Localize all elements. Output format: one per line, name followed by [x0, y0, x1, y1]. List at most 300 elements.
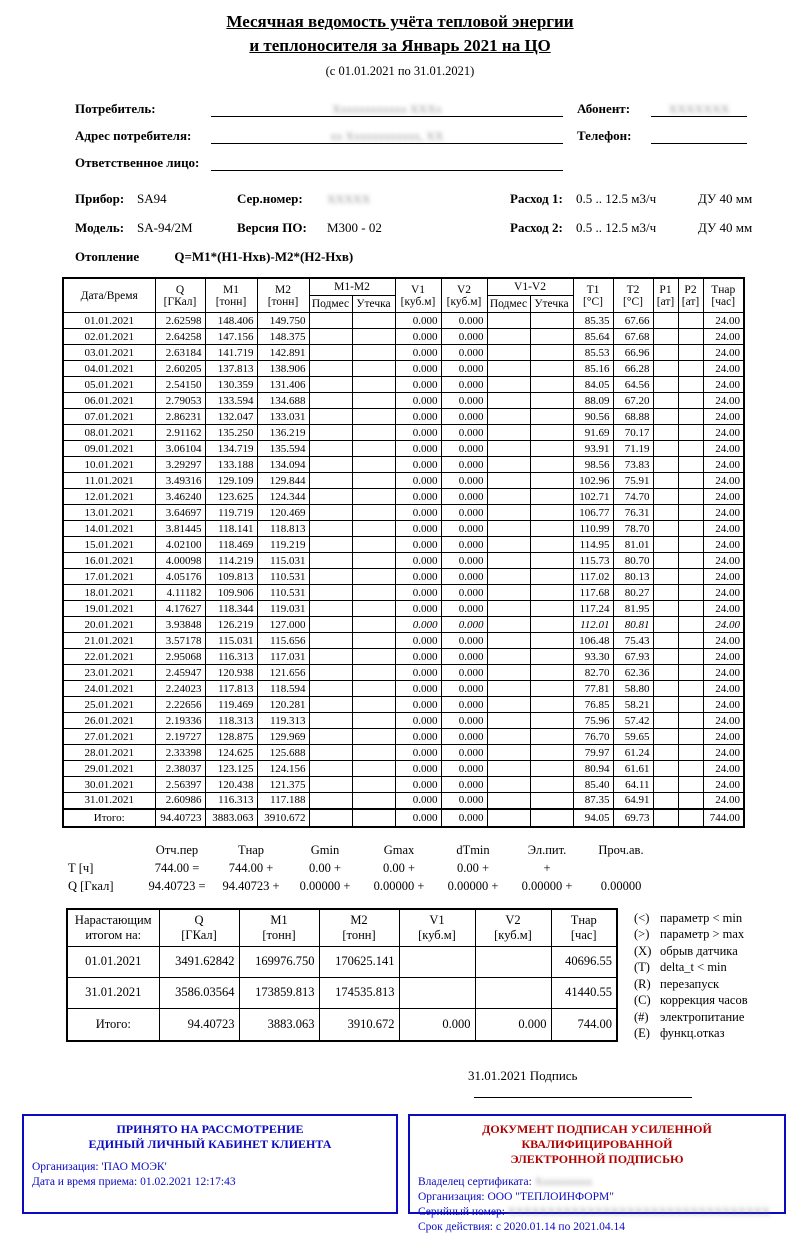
table-cell	[352, 793, 395, 809]
table-cell	[487, 745, 530, 761]
table-cell: 66.96	[613, 345, 653, 361]
table-cell: 81.95	[613, 601, 653, 617]
table-cell: 0.000	[395, 361, 441, 377]
consumer-label: Потребитель:	[75, 101, 156, 116]
table-cell	[653, 777, 678, 793]
table-cell: 2.24023	[155, 681, 205, 697]
table-cell: 24.00	[703, 377, 744, 393]
table-cell: 148.375	[257, 329, 309, 345]
serial-value	[327, 191, 510, 207]
table-cell: 82.70	[573, 665, 613, 681]
table-cell: 135.594	[257, 441, 309, 457]
table-cell: 0.000	[395, 617, 441, 633]
table-cell: 0.000	[441, 809, 487, 827]
table-cell	[352, 425, 395, 441]
table-cell	[530, 313, 573, 329]
table-cell	[487, 361, 530, 377]
table-cell: 128.875	[205, 729, 257, 745]
table-cell: 123.625	[205, 489, 257, 505]
table-cell: 2.79053	[155, 393, 205, 409]
table-cell: 61.24	[613, 745, 653, 761]
table-cell	[653, 329, 678, 345]
summary-cell: 0.00000 +	[521, 879, 573, 893]
table-cell: 4.02100	[155, 537, 205, 553]
table-cell: 61.61	[613, 761, 653, 777]
table-row	[63, 793, 744, 809]
table-cell	[530, 377, 573, 393]
table-cell: 0.000	[441, 601, 487, 617]
table-cell: 120.469	[257, 505, 309, 521]
table-cell: 134.719	[205, 441, 257, 457]
date-cell: 26.01.2021	[63, 713, 155, 729]
col-t1: T1 [°C]	[573, 278, 613, 313]
col-q: Q [ГКал]	[155, 278, 205, 313]
table-cell: 80.81	[613, 617, 653, 633]
table-cell	[530, 729, 573, 745]
table-cell	[530, 489, 573, 505]
table-cell	[475, 946, 551, 977]
legend-symbol: (C)	[634, 993, 651, 1007]
device-row-2	[75, 220, 800, 236]
col-m1: M1 [тонн]	[205, 278, 257, 313]
legend-symbol: (#)	[634, 1009, 649, 1024]
flow2-value: 0.5 .. 12.5 м3/ч	[576, 220, 657, 235]
table-cell: 69.73	[613, 809, 653, 827]
table-cell: 79.97	[573, 745, 613, 761]
table-cell	[309, 313, 352, 329]
table-cell: 136.219	[257, 425, 309, 441]
table-cell: 118.344	[205, 601, 257, 617]
table-cell	[399, 946, 475, 977]
table-cell	[309, 585, 352, 601]
table-cell	[678, 553, 703, 569]
table-cell	[309, 633, 352, 649]
table-cell	[678, 505, 703, 521]
table-cell: 2.45947	[155, 665, 205, 681]
date-cell: 01.01.2021	[63, 313, 155, 329]
table-cell	[678, 377, 703, 393]
table-cell: 127.000	[257, 617, 309, 633]
table-row	[63, 681, 744, 697]
table-cell: 0.000	[395, 393, 441, 409]
legend-item	[634, 1009, 748, 1026]
stamps-row	[22, 1114, 800, 1233]
table-cell: 0.000	[441, 473, 487, 489]
table-cell: 118.594	[257, 681, 309, 697]
table-cell: 24.00	[703, 345, 744, 361]
table-cell: 2.86231	[155, 409, 205, 425]
date-cell: 28.01.2021	[63, 745, 155, 761]
legend-symbol: (X)	[634, 943, 652, 958]
table-cell: 24.00	[703, 601, 744, 617]
address-row	[75, 128, 747, 144]
flow2-label: Расход 2:	[510, 220, 563, 235]
table-cell: 0.000	[395, 457, 441, 473]
date-cell: 09.01.2021	[63, 441, 155, 457]
table-cell	[309, 553, 352, 569]
table-cell: 132.047	[205, 409, 257, 425]
table-cell	[352, 553, 395, 569]
summary-cell: 0.00000 +	[299, 879, 351, 893]
table-cell: 109.813	[205, 569, 257, 585]
table-cell	[309, 713, 352, 729]
date-cell: 03.01.2021	[63, 345, 155, 361]
table-cell	[309, 761, 352, 777]
cumulative-table	[66, 908, 618, 1042]
table-cell: 116.313	[205, 649, 257, 665]
table-cell	[678, 441, 703, 457]
table-cell	[678, 313, 703, 329]
table-cell: 106.48	[573, 633, 613, 649]
table-cell	[352, 681, 395, 697]
flow1-du: ДУ 40 мм	[698, 191, 753, 206]
table-cell: 64.91	[613, 793, 653, 809]
cumulative-col-header: Нарастающим итогом на:	[67, 909, 159, 947]
table-cell	[530, 521, 573, 537]
table-cell: 2.91162	[155, 425, 205, 441]
table-cell: 0.000	[395, 793, 441, 809]
cert-validity: Срок действия: с 2020.01.14 по 2021.04.14	[418, 1220, 625, 1233]
table-cell: 24.00	[703, 649, 744, 665]
date-cell: 29.01.2021	[63, 761, 155, 777]
flow1-value: 0.5 .. 12.5 м3/ч	[576, 191, 657, 206]
table-cell: 24.00	[703, 329, 744, 345]
table-cell: 98.56	[573, 457, 613, 473]
heat-formula: Q=M1*(H1-Hхв)-M2*(H2-Hхв)	[174, 249, 354, 264]
table-cell: 0.000	[441, 793, 487, 809]
cumulative-col-header: Q [ГКал]	[159, 909, 239, 947]
table-cell: 57.42	[613, 713, 653, 729]
table-cell: 74.70	[613, 489, 653, 505]
table-cell: 115.031	[257, 553, 309, 569]
date-cell: 05.01.2021	[63, 377, 155, 393]
table-cell	[352, 361, 395, 377]
table-cell: 0.000	[395, 313, 441, 329]
table-cell: 106.77	[573, 505, 613, 521]
table-cell: 0.000	[441, 617, 487, 633]
table-cell: 67.68	[613, 329, 653, 345]
table-row	[63, 777, 744, 793]
table-row	[67, 1009, 617, 1041]
summary-cell: Эл.пит.	[527, 843, 567, 857]
table-cell: 88.09	[573, 393, 613, 409]
table-cell	[678, 489, 703, 505]
table-cell	[309, 361, 352, 377]
date-cell: 11.01.2021	[63, 473, 155, 489]
table-cell: 85.64	[573, 329, 613, 345]
cumulative-col-header: V1 [куб.м]	[399, 909, 475, 947]
table-cell: 3.57178	[155, 633, 205, 649]
table-cell	[678, 585, 703, 601]
date-cell: 31.01.2021	[63, 793, 155, 809]
table-cell: 0.000	[441, 313, 487, 329]
responsible-label: Ответственное лицо:	[75, 155, 200, 170]
table-cell: 0.000	[395, 441, 441, 457]
table-cell: 24.00	[703, 313, 744, 329]
table-cell: 93.30	[573, 649, 613, 665]
table-cell: 2.60205	[155, 361, 205, 377]
table-cell: 64.11	[613, 777, 653, 793]
table-row	[63, 537, 744, 553]
cumulative-col-header: M2 [тонн]	[319, 909, 399, 947]
table-cell	[653, 665, 678, 681]
table-cell	[309, 393, 352, 409]
table-cell: 169976.750	[239, 946, 319, 977]
date-cell: 10.01.2021	[63, 457, 155, 473]
table-cell: 109.906	[205, 585, 257, 601]
table-cell	[530, 745, 573, 761]
table-cell	[678, 761, 703, 777]
legend-item	[634, 910, 748, 927]
flow2-du: ДУ 40 мм	[698, 220, 753, 235]
table-row	[63, 329, 744, 345]
table-row	[63, 473, 744, 489]
table-cell: 3.06104	[155, 441, 205, 457]
table-cell	[678, 537, 703, 553]
signature-stamp-body	[418, 1175, 776, 1235]
table-cell	[678, 665, 703, 681]
table-cell	[352, 713, 395, 729]
table-cell: 0.000	[395, 489, 441, 505]
table-cell: 0.000	[441, 729, 487, 745]
table-cell	[352, 649, 395, 665]
table-cell: 110.99	[573, 521, 613, 537]
table-cell: 24.00	[703, 537, 744, 553]
table-cell: 173859.813	[239, 977, 319, 1008]
table-cell: 115.73	[573, 553, 613, 569]
table-cell	[487, 521, 530, 537]
table-cell	[309, 473, 352, 489]
table-cell	[487, 441, 530, 457]
table-cell	[653, 569, 678, 585]
table-cell	[678, 601, 703, 617]
table-row	[63, 361, 744, 377]
table-cell: 24.00	[703, 457, 744, 473]
table-cell	[678, 361, 703, 377]
table-cell	[653, 761, 678, 777]
summary-q-row	[66, 878, 658, 896]
table-cell: 133.188	[205, 457, 257, 473]
table-cell: 24.00	[703, 361, 744, 377]
table-cell: 77.81	[573, 681, 613, 697]
table-cell: 115.031	[205, 633, 257, 649]
table-cell	[352, 505, 395, 521]
flags-legend	[634, 908, 748, 1042]
table-cell: 67.20	[613, 393, 653, 409]
table-row	[63, 489, 744, 505]
date-cell: 20.01.2021	[63, 617, 155, 633]
table-cell	[487, 713, 530, 729]
table-cell: 0.000	[395, 505, 441, 521]
table-cell	[475, 977, 551, 1008]
signature-line	[474, 1084, 692, 1098]
col-m2: M2 [тонн]	[257, 278, 309, 313]
table-cell: 66.28	[613, 361, 653, 377]
table-cell: 0.000	[395, 777, 441, 793]
table-cell: 73.83	[613, 457, 653, 473]
table-cell: 67.93	[613, 649, 653, 665]
table-cell	[530, 393, 573, 409]
cumulative-section	[66, 908, 800, 1042]
table-cell: 0.000	[441, 441, 487, 457]
table-cell	[530, 441, 573, 457]
table-cell	[309, 489, 352, 505]
summary-cell: 0.00000 +	[373, 879, 425, 893]
table-cell: 93.91	[573, 441, 613, 457]
summary-cell	[584, 860, 658, 878]
table-cell: 59.65	[613, 729, 653, 745]
table-cell: 126.219	[205, 617, 257, 633]
table-cell	[309, 617, 352, 633]
table-cell	[653, 601, 678, 617]
table-cell: 125.688	[257, 745, 309, 761]
date-cell: 25.01.2021	[63, 697, 155, 713]
address-field-line	[211, 128, 563, 144]
fw-value: М300 - 02	[327, 220, 382, 235]
table-cell: 134.094	[257, 457, 309, 473]
table-cell: 0.000	[395, 761, 441, 777]
table-row	[63, 393, 744, 409]
table-cell: 133.031	[257, 409, 309, 425]
summary-cell: 0.00 +	[456, 861, 490, 875]
date-cell: 02.01.2021	[63, 329, 155, 345]
table-cell: 0.000	[399, 1009, 475, 1041]
table-cell: 0.000	[395, 745, 441, 761]
table-row	[63, 745, 744, 761]
table-cell: 0.000	[441, 697, 487, 713]
consumer-fields	[75, 101, 747, 171]
table-cell: 24.00	[703, 665, 744, 681]
table-cell	[530, 713, 573, 729]
responsible-row	[75, 155, 747, 171]
abonent-label: Абонент:	[577, 101, 631, 116]
summary-row-label: Т [ч]	[68, 861, 94, 875]
table-cell: 85.35	[573, 313, 613, 329]
table-cell: 2.33398	[155, 745, 205, 761]
table-cell: 3491.62842	[159, 946, 239, 977]
date-cell: 14.01.2021	[63, 521, 155, 537]
table-cell	[530, 569, 573, 585]
signature-row	[468, 1068, 800, 1102]
date-cell: 08.01.2021	[63, 425, 155, 441]
table-cell	[352, 329, 395, 345]
table-cell: 24.00	[703, 617, 744, 633]
legend-text: перезапуск	[660, 976, 720, 991]
table-cell: 0.000	[441, 425, 487, 441]
table-cell	[352, 489, 395, 505]
table-cell	[352, 617, 395, 633]
table-cell	[399, 977, 475, 1008]
table-cell: 117.68	[573, 585, 613, 601]
table-cell	[309, 729, 352, 745]
table-cell: 0.000	[395, 665, 441, 681]
table-cell	[678, 697, 703, 713]
table-cell: 24.00	[703, 569, 744, 585]
date-cell: 07.01.2021	[63, 409, 155, 425]
table-cell: 0.000	[395, 377, 441, 393]
table-cell: 58.80	[613, 681, 653, 697]
heating-label: Отопление	[75, 249, 140, 264]
table-cell	[530, 697, 573, 713]
main-table-header	[63, 278, 744, 313]
table-cell: 141.719	[205, 345, 257, 361]
table-cell: 129.969	[257, 729, 309, 745]
table-cell	[653, 505, 678, 521]
table-cell	[487, 697, 530, 713]
table-cell	[653, 809, 678, 827]
table-row	[63, 457, 744, 473]
title-line-2: и теплоносителя за Январь 2021 на ЦО	[249, 36, 551, 55]
table-row	[63, 521, 744, 537]
table-cell: 81.01	[613, 537, 653, 553]
table-cell: 62.36	[613, 665, 653, 681]
cert-serial-redacted: ХХХХХХХХХХХХХХХХХХХХХХХХХХХХХХХХХ	[507, 1205, 770, 1218]
table-cell	[309, 425, 352, 441]
table-cell: 115.656	[257, 633, 309, 649]
table-cell	[678, 745, 703, 761]
summary-cell: 744.00 =	[154, 861, 200, 875]
table-cell	[352, 457, 395, 473]
table-cell: 0.000	[441, 329, 487, 345]
table-row	[63, 665, 744, 681]
summary-cell: Проч.ав.	[598, 843, 644, 857]
table-cell	[653, 313, 678, 329]
table-cell	[530, 537, 573, 553]
legend-item	[634, 959, 748, 976]
table-cell: 130.359	[205, 377, 257, 393]
table-cell	[653, 729, 678, 745]
table-cell	[309, 457, 352, 473]
table-cell: 124.625	[205, 745, 257, 761]
table-cell	[530, 345, 573, 361]
date-cell: 16.01.2021	[63, 553, 155, 569]
table-cell: 118.813	[257, 521, 309, 537]
col-m-podmes: Подмес	[309, 296, 352, 313]
date-cell: 15.01.2021	[63, 537, 155, 553]
table-cell: 110.531	[257, 585, 309, 601]
total-row	[63, 809, 744, 827]
table-cell	[678, 457, 703, 473]
table-cell	[487, 473, 530, 489]
summary-row-label: Q [Гкал]	[68, 879, 114, 893]
table-cell	[309, 441, 352, 457]
table-cell: 24.00	[703, 425, 744, 441]
table-cell	[352, 473, 395, 489]
table-cell: 0.000	[395, 409, 441, 425]
summary-table	[66, 842, 658, 896]
table-cell: 117.813	[205, 681, 257, 697]
table-cell: 24.00	[703, 713, 744, 729]
responsible-field-line	[211, 155, 563, 171]
table-cell: 85.53	[573, 345, 613, 361]
table-cell: 24.00	[703, 489, 744, 505]
table-cell: 0.000	[395, 649, 441, 665]
table-cell: 2.64258	[155, 329, 205, 345]
table-cell	[678, 649, 703, 665]
table-cell: 0.000	[441, 553, 487, 569]
table-cell	[653, 649, 678, 665]
table-cell: 0.000	[395, 601, 441, 617]
table-cell: 148.406	[205, 313, 257, 329]
table-cell	[309, 681, 352, 697]
acceptance-stamp-body	[32, 1160, 388, 1190]
table-cell: 142.891	[257, 345, 309, 361]
table-cell: 0.000	[395, 809, 441, 827]
table-cell	[487, 457, 530, 473]
table-cell	[530, 665, 573, 681]
col-v1v2: V1-V2	[487, 278, 573, 296]
table-cell: 0.000	[395, 569, 441, 585]
